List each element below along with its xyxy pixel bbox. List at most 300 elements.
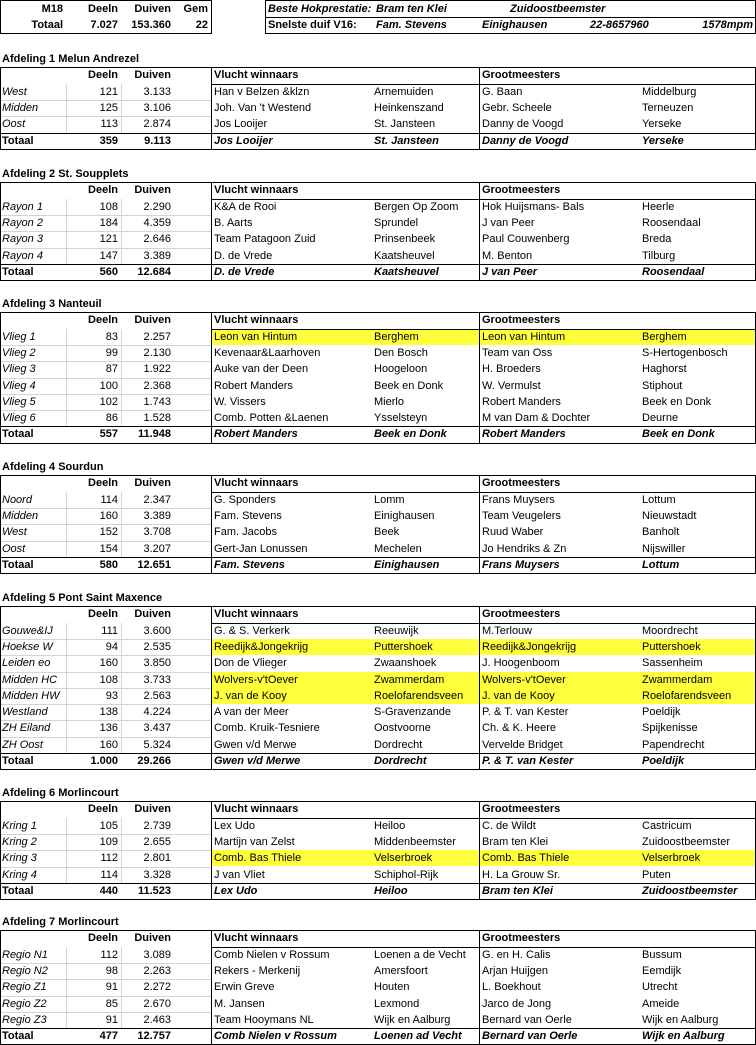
summary-deeln-header: Deeln bbox=[88, 3, 118, 15]
section-header-row bbox=[0, 606, 756, 622]
table-row bbox=[0, 1012, 756, 1028]
total-g1: Frans Muysers bbox=[482, 559, 560, 571]
total-g2: Wijk en Aalburg bbox=[642, 1030, 725, 1042]
cell-w1: Reedijk&Jongekrijg bbox=[212, 639, 372, 655]
cell-name: Midden HW bbox=[2, 690, 60, 702]
total-d: 557 bbox=[99, 428, 118, 440]
cell-g1: M. Benton bbox=[482, 250, 533, 262]
table-row bbox=[0, 947, 756, 963]
total-d: 1.000 bbox=[90, 755, 118, 767]
section-title: Afdeling 7 Morlincourt bbox=[2, 916, 119, 928]
cell-w1: Comb. Bas Thiele bbox=[212, 850, 372, 866]
table-row bbox=[0, 394, 756, 410]
cell-g2: Zuidoostbeemster bbox=[642, 836, 731, 848]
cell-d: 152 bbox=[99, 526, 118, 538]
cell-w2: Zwaanshoek bbox=[374, 657, 437, 669]
total-w1: D. de Vrede bbox=[214, 266, 275, 278]
cell-v: 3.600 bbox=[143, 625, 171, 637]
cell-w2: Bergen Op Zoom bbox=[374, 201, 459, 213]
section-title-row bbox=[0, 785, 756, 801]
cell-v: 2.463 bbox=[143, 1014, 171, 1026]
total-w1: Fam. Stevens bbox=[214, 559, 285, 571]
cell-w2: Arnemuiden bbox=[374, 86, 434, 98]
total-row bbox=[0, 883, 756, 899]
cell-g1: Team Veugelers bbox=[482, 510, 561, 522]
table-row bbox=[0, 996, 756, 1012]
cell-v: 3.850 bbox=[143, 657, 171, 669]
table-row bbox=[0, 378, 756, 394]
cell-w2: Einighausen bbox=[374, 510, 435, 522]
cell-g1: Hok Huijsmans- Bals bbox=[482, 201, 585, 213]
cell-g2: Breda bbox=[642, 233, 672, 245]
total-g1: J van Peer bbox=[482, 266, 538, 278]
cell-d: 102 bbox=[99, 396, 118, 408]
cell-g2: Deurne bbox=[642, 412, 679, 424]
table-row bbox=[0, 737, 756, 753]
cell-w2: Wijk en Aalburg bbox=[374, 1014, 451, 1026]
table-row bbox=[0, 850, 756, 866]
vlucht-winnaars-header: Vlucht winnaars bbox=[214, 184, 299, 196]
cell-v: 2.290 bbox=[143, 201, 171, 213]
cell-name: Vlieg 2 bbox=[2, 347, 36, 359]
cell-g1: Ch. & K. Heere bbox=[482, 722, 556, 734]
cell-g1: Bram ten Klei bbox=[482, 836, 549, 848]
cell-w2: Den Bosch bbox=[374, 347, 428, 359]
duiven-header: Duiven bbox=[134, 314, 171, 326]
total-g2: Yerseke bbox=[642, 135, 684, 147]
cell-g2: Tilburg bbox=[642, 250, 676, 262]
cell-w1: Robert Manders bbox=[214, 380, 293, 392]
cell-w2: Middenbeemster bbox=[374, 836, 456, 848]
snelste-ring: 22-8657960 bbox=[590, 19, 649, 31]
cell-w1: Don de Vlieger bbox=[214, 657, 287, 669]
cell-name: Vlieg 5 bbox=[2, 396, 36, 408]
grootmeesters-header: Grootmeesters bbox=[482, 803, 561, 815]
cell-w1: Erwin Greve bbox=[214, 981, 275, 993]
cell-w2: Reeuwijk bbox=[374, 625, 419, 637]
cell-name: Regio N2 bbox=[2, 965, 48, 977]
cell-g1: Wolvers-v'tOever bbox=[480, 672, 640, 688]
cell-g2: Poeldijk bbox=[642, 706, 681, 718]
vlucht-winnaars-header: Vlucht winnaars bbox=[214, 803, 299, 815]
cell-w2: Heiloo bbox=[374, 820, 406, 832]
cell-name: Rayon 2 bbox=[2, 217, 43, 229]
section-title-row bbox=[0, 166, 756, 182]
cell-w1: Rekers - Merkenij bbox=[214, 965, 301, 977]
cell-g1: H. Broeders bbox=[482, 363, 541, 375]
total-v: 9.113 bbox=[144, 135, 171, 147]
cell-w1: K&A de Rooi bbox=[214, 201, 277, 213]
cell-g2: Heerle bbox=[642, 201, 675, 213]
section-title-row bbox=[0, 914, 756, 930]
cell-g1: L. Boekhout bbox=[482, 981, 541, 993]
cell-w2: Prinsenbeek bbox=[374, 233, 436, 245]
total-g2: Roosendaal bbox=[642, 266, 705, 278]
cell-name: Oost bbox=[2, 543, 26, 555]
cell-g1: M.Terlouw bbox=[482, 625, 533, 637]
total-name: Totaal bbox=[2, 1030, 34, 1042]
table-row bbox=[0, 688, 756, 704]
table-row bbox=[0, 979, 756, 995]
total-w1: Comb Nielen v Rossum bbox=[214, 1030, 337, 1042]
total-w2: Beek en Donk bbox=[374, 428, 447, 440]
cell-d: 160 bbox=[99, 510, 118, 522]
total-g2: Poeldijk bbox=[642, 755, 685, 767]
cell-g2: Puttershoek bbox=[640, 639, 756, 655]
cell-v: 1.743 bbox=[143, 396, 171, 408]
cell-g2: Ameide bbox=[642, 998, 680, 1010]
cell-name: Regio Z2 bbox=[2, 998, 47, 1010]
cell-w2: Lexmond bbox=[374, 998, 420, 1010]
section-title: Afdeling 5 Pont Saint Maxence bbox=[2, 592, 163, 604]
vlucht-winnaars-header: Vlucht winnaars bbox=[214, 932, 299, 944]
table-row bbox=[0, 541, 756, 557]
cell-w2: Mechelen bbox=[374, 543, 422, 555]
cell-name: Noord bbox=[2, 494, 32, 506]
cell-w1: G. Sponders bbox=[214, 494, 276, 506]
total-g1: P. & T. van Kester bbox=[482, 755, 574, 767]
cell-g2: Papendrecht bbox=[642, 739, 705, 751]
cell-name: Kring 3 bbox=[2, 852, 37, 864]
cell-g2: S-Hertogenbosch bbox=[642, 347, 728, 359]
cell-w1: Lex Udo bbox=[214, 820, 255, 832]
total-d: 560 bbox=[99, 266, 118, 278]
cell-v: 4.224 bbox=[143, 706, 171, 718]
cell-d: 100 bbox=[99, 380, 118, 392]
cell-d: 94 bbox=[105, 641, 118, 653]
section-title: Afdeling 6 Morlincourt bbox=[2, 787, 119, 799]
cell-w2: Berghem bbox=[372, 329, 480, 345]
cell-name: Hoekse W bbox=[2, 641, 53, 653]
cell-d: 98 bbox=[105, 965, 118, 977]
deeln-header: Deeln bbox=[88, 69, 118, 81]
cell-name: Vlieg 6 bbox=[2, 412, 36, 424]
cell-d: 184 bbox=[99, 217, 118, 229]
cell-w1: Fam. Jacobs bbox=[214, 526, 277, 538]
cell-g1: G. en H. Calis bbox=[482, 949, 551, 961]
cell-g1: Jo Hendriks & Zn bbox=[482, 543, 567, 555]
total-row bbox=[0, 264, 756, 280]
table-row bbox=[0, 492, 756, 508]
cell-w2: Houten bbox=[374, 981, 410, 993]
cell-d: 83 bbox=[105, 331, 118, 343]
table-row bbox=[0, 248, 756, 264]
cell-w1: Fam. Stevens bbox=[214, 510, 282, 522]
table-row bbox=[0, 867, 756, 883]
duiven-header: Duiven bbox=[134, 803, 171, 815]
cell-g1: Reedijk&Jongekrijg bbox=[480, 639, 640, 655]
cell-g1: H. La Grouw Sr. bbox=[482, 869, 561, 881]
total-v: 11.948 bbox=[137, 428, 171, 440]
vlucht-winnaars-header: Vlucht winnaars bbox=[214, 477, 299, 489]
summary-duiven-header: Duiven bbox=[134, 3, 171, 15]
cell-w2: Loenen a de Vecht bbox=[374, 949, 466, 961]
total-w2: Heiloo bbox=[374, 885, 408, 897]
cell-v: 2.563 bbox=[143, 690, 171, 702]
cell-v: 3.106 bbox=[143, 102, 171, 114]
cell-v: 4.359 bbox=[143, 217, 171, 229]
cell-d: 99 bbox=[105, 347, 118, 359]
cell-g2: Puten bbox=[642, 869, 671, 881]
cell-name: Oost bbox=[2, 118, 26, 130]
table-row bbox=[0, 100, 756, 116]
cell-d: 111 bbox=[101, 625, 118, 637]
cell-name: Regio N1 bbox=[2, 949, 48, 961]
cell-g1: P. & T. van Kester bbox=[482, 706, 569, 718]
table-row bbox=[0, 834, 756, 850]
deeln-header: Deeln bbox=[88, 314, 118, 326]
grootmeesters-header: Grootmeesters bbox=[482, 69, 561, 81]
total-g1: Bernard van Oerle bbox=[482, 1030, 578, 1042]
table-row bbox=[0, 410, 756, 426]
cell-d: 105 bbox=[99, 820, 118, 832]
cell-g2: Nieuwstadt bbox=[642, 510, 697, 522]
cell-name: Rayon 3 bbox=[2, 233, 43, 245]
total-d: 440 bbox=[99, 885, 118, 897]
section-header-row bbox=[0, 930, 756, 946]
cell-g1: Vervelde Bridget bbox=[482, 739, 563, 751]
cell-w1: Jos Looijer bbox=[214, 118, 268, 130]
total-d: 477 bbox=[99, 1030, 118, 1042]
total-w1: Lex Udo bbox=[214, 885, 258, 897]
cell-w1: Comb. Potten &Laenen bbox=[214, 412, 329, 424]
cell-d: 154 bbox=[99, 543, 118, 555]
total-row bbox=[0, 557, 756, 573]
cell-w2: Roelofarendsveen bbox=[372, 688, 480, 704]
cell-v: 3.708 bbox=[143, 526, 171, 538]
cell-g1: J. Hoogenboom bbox=[482, 657, 560, 669]
cell-g1: Comb. Bas Thiele bbox=[480, 850, 640, 866]
cell-w1: Auke van der Deen bbox=[214, 363, 309, 375]
total-v: 11.523 bbox=[137, 885, 171, 897]
snelste-place: Einighausen bbox=[482, 19, 548, 31]
cell-g2: Spijkenisse bbox=[642, 722, 698, 734]
cell-v: 3.733 bbox=[143, 674, 171, 686]
cell-g2: Utrecht bbox=[642, 981, 678, 993]
table-row bbox=[0, 215, 756, 231]
cell-g2: Beek en Donk bbox=[642, 396, 712, 408]
grootmeesters-header: Grootmeesters bbox=[482, 314, 561, 326]
cell-w1: Han v Belzen &klzn bbox=[214, 86, 310, 98]
section-title-row bbox=[0, 459, 756, 475]
total-name: Totaal bbox=[2, 135, 34, 147]
cell-name: ZH Oost bbox=[2, 739, 43, 751]
cell-w1: G. & S. Verkerk bbox=[214, 625, 290, 637]
cell-w2: Zwammerdam bbox=[372, 672, 480, 688]
cell-g2: Wijk en Aalburg bbox=[642, 1014, 719, 1026]
table-row bbox=[0, 508, 756, 524]
cell-d: 121 bbox=[99, 86, 118, 98]
cell-v: 3.389 bbox=[143, 250, 171, 262]
cell-g2: Haghorst bbox=[642, 363, 687, 375]
cell-g1: Gebr. Scheele bbox=[482, 102, 552, 114]
cell-w1: D. de Vrede bbox=[214, 250, 273, 262]
summary-row-2 bbox=[0, 17, 756, 33]
cell-g2: Yerseke bbox=[642, 118, 682, 130]
cell-g2: Middelburg bbox=[642, 86, 697, 98]
cell-g2: Sassenheim bbox=[642, 657, 703, 669]
cell-d: 160 bbox=[99, 739, 118, 751]
cell-g2: Roelofarendsveen bbox=[640, 688, 756, 704]
cell-g2: Moordrecht bbox=[642, 625, 698, 637]
cell-w1: Martijn van Zelst bbox=[214, 836, 295, 848]
cell-v: 2.670 bbox=[143, 998, 171, 1010]
cell-g1: J. van de Kooy bbox=[480, 688, 640, 704]
cell-g1: Frans Muysers bbox=[482, 494, 555, 506]
table-row bbox=[0, 116, 756, 132]
total-row bbox=[0, 1028, 756, 1044]
cell-w1: Kevenaar&Laarhoven bbox=[214, 347, 321, 359]
total-name: Totaal bbox=[2, 428, 34, 440]
total-d: 580 bbox=[99, 559, 118, 571]
section-header-row bbox=[0, 801, 756, 817]
cell-g1: Ruud Waber bbox=[482, 526, 544, 538]
cell-g1: W. Vermulst bbox=[482, 380, 541, 392]
summary-deeln: 7.027 bbox=[90, 19, 118, 31]
cell-g1: Danny de Voogd bbox=[482, 118, 564, 130]
section-title: Afdeling 4 Sourdun bbox=[2, 461, 104, 473]
cell-name: Midden HC bbox=[2, 674, 58, 686]
cell-v: 3.089 bbox=[143, 949, 171, 961]
table-row bbox=[0, 704, 756, 720]
section-title-row bbox=[0, 51, 756, 67]
total-g2: Lottum bbox=[642, 559, 680, 571]
section-title: Afdeling 2 St. Soupplets bbox=[2, 168, 129, 180]
total-name: Totaal bbox=[2, 755, 34, 767]
cell-name: Vlieg 3 bbox=[2, 363, 36, 375]
section-header-row bbox=[0, 67, 756, 83]
cell-g1: Paul Couwenberg bbox=[482, 233, 570, 245]
total-w2: Einighausen bbox=[374, 559, 440, 571]
total-w1: Gwen v/d Merwe bbox=[214, 755, 301, 767]
cell-v: 2.272 bbox=[143, 981, 171, 993]
table-row bbox=[0, 623, 756, 639]
cell-w2: Beek bbox=[374, 526, 400, 538]
table-row bbox=[0, 524, 756, 540]
cell-v: 2.535 bbox=[143, 641, 171, 653]
cell-w2: S-Gravenzande bbox=[374, 706, 452, 718]
total-w1: Jos Looijer bbox=[214, 135, 273, 147]
cell-w2: Ysselsteyn bbox=[374, 412, 428, 424]
cell-g2: Banholt bbox=[642, 526, 680, 538]
table-row bbox=[0, 963, 756, 979]
total-v: 29.266 bbox=[137, 755, 171, 767]
cell-w2: Amersfoort bbox=[374, 965, 428, 977]
cell-g2: Bussum bbox=[642, 949, 682, 961]
beste-place: Zuidoostbeemster bbox=[510, 3, 606, 15]
section-title: Afdeling 1 Melun Andrezel bbox=[2, 53, 140, 65]
total-name: Totaal bbox=[2, 885, 34, 897]
cell-d: 87 bbox=[105, 363, 118, 375]
cell-g2: Roosendaal bbox=[642, 217, 701, 229]
cell-name: Rayon 4 bbox=[2, 250, 43, 262]
cell-v: 3.328 bbox=[143, 869, 171, 881]
cell-g2: Nijswiller bbox=[642, 543, 686, 555]
total-g1: Bram ten Klei bbox=[482, 885, 553, 897]
total-name: Totaal bbox=[2, 266, 34, 278]
cell-g1: Team van Oss bbox=[482, 347, 553, 359]
cell-v: 2.874 bbox=[143, 118, 171, 130]
cell-name: West bbox=[2, 526, 27, 538]
cell-v: 1.528 bbox=[143, 412, 171, 424]
cell-w1: J. van de Kooy bbox=[212, 688, 372, 704]
cell-w1: Wolvers-v'tOever bbox=[212, 672, 372, 688]
cell-v: 3.389 bbox=[143, 510, 171, 522]
duiven-header: Duiven bbox=[134, 932, 171, 944]
cell-g2: Stiphout bbox=[642, 380, 683, 392]
duiven-header: Duiven bbox=[134, 477, 171, 489]
cell-name: Regio Z3 bbox=[2, 1014, 47, 1026]
section-header-row bbox=[0, 475, 756, 491]
cell-v: 2.739 bbox=[143, 820, 171, 832]
total-row bbox=[0, 753, 756, 769]
total-w2: Kaatsheuvel bbox=[374, 266, 439, 278]
cell-w1: Joh. Van 't Westend bbox=[214, 102, 312, 114]
total-d: 359 bbox=[99, 135, 118, 147]
cell-name: Kring 4 bbox=[2, 869, 37, 881]
total-w1: Robert Manders bbox=[214, 428, 298, 440]
cell-g1: J van Peer bbox=[482, 217, 535, 229]
cell-w1: J van Vliet bbox=[214, 869, 265, 881]
cell-v: 2.263 bbox=[143, 965, 171, 977]
snelste-speed: 1578mpm bbox=[702, 19, 753, 31]
grootmeesters-header: Grootmeesters bbox=[482, 608, 561, 620]
total-g2: Zuidoostbeemster bbox=[642, 885, 738, 897]
cell-v: 2.655 bbox=[143, 836, 171, 848]
deeln-header: Deeln bbox=[88, 932, 118, 944]
summary-row-1 bbox=[0, 1, 756, 17]
cell-name: West bbox=[2, 86, 27, 98]
total-w2: St. Jansteen bbox=[374, 135, 439, 147]
cell-v: 2.368 bbox=[143, 380, 171, 392]
cell-g2: Lottum bbox=[642, 494, 676, 506]
cell-g1: Leon van Hintum bbox=[480, 329, 640, 345]
duiven-header: Duiven bbox=[134, 608, 171, 620]
cell-name: Midden bbox=[2, 510, 39, 522]
total-g1: Danny de Voogd bbox=[482, 135, 569, 147]
snelste-name: Fam. Stevens bbox=[376, 19, 447, 31]
table-row bbox=[0, 361, 756, 377]
table-row bbox=[0, 655, 756, 671]
cell-w1: Leon van Hintum bbox=[212, 329, 372, 345]
cell-d: 86 bbox=[105, 412, 118, 424]
cell-w2: Lomm bbox=[374, 494, 405, 506]
cell-name: Rayon 1 bbox=[2, 201, 43, 213]
cell-name: ZH Eiland bbox=[2, 722, 51, 734]
cell-g2: Berghem bbox=[640, 329, 756, 345]
cell-v: 2.347 bbox=[143, 494, 171, 506]
cell-name: Midden bbox=[2, 102, 39, 114]
cell-name: Regio Z1 bbox=[2, 981, 47, 993]
cell-d: 125 bbox=[99, 102, 118, 114]
cell-w2: Oostvoorne bbox=[374, 722, 431, 734]
table-row bbox=[0, 329, 756, 345]
cell-w2: Sprundel bbox=[374, 217, 419, 229]
cell-w2: Dordrecht bbox=[374, 739, 423, 751]
cell-g2: Zwammerdam bbox=[640, 672, 756, 688]
duiven-header: Duiven bbox=[134, 184, 171, 196]
section-title-row bbox=[0, 296, 756, 312]
snelste-label: Snelste duif V16: bbox=[268, 19, 357, 31]
cell-d: 109 bbox=[99, 836, 118, 848]
cell-v: 2.646 bbox=[143, 233, 171, 245]
cell-d: 114 bbox=[100, 494, 118, 506]
cell-name: Vlieg 1 bbox=[2, 331, 36, 343]
cell-w2: Mierlo bbox=[374, 396, 404, 408]
cell-g1: G. Baan bbox=[482, 86, 523, 98]
cell-w2: St. Jansteen bbox=[374, 118, 436, 130]
total-row bbox=[0, 426, 756, 442]
